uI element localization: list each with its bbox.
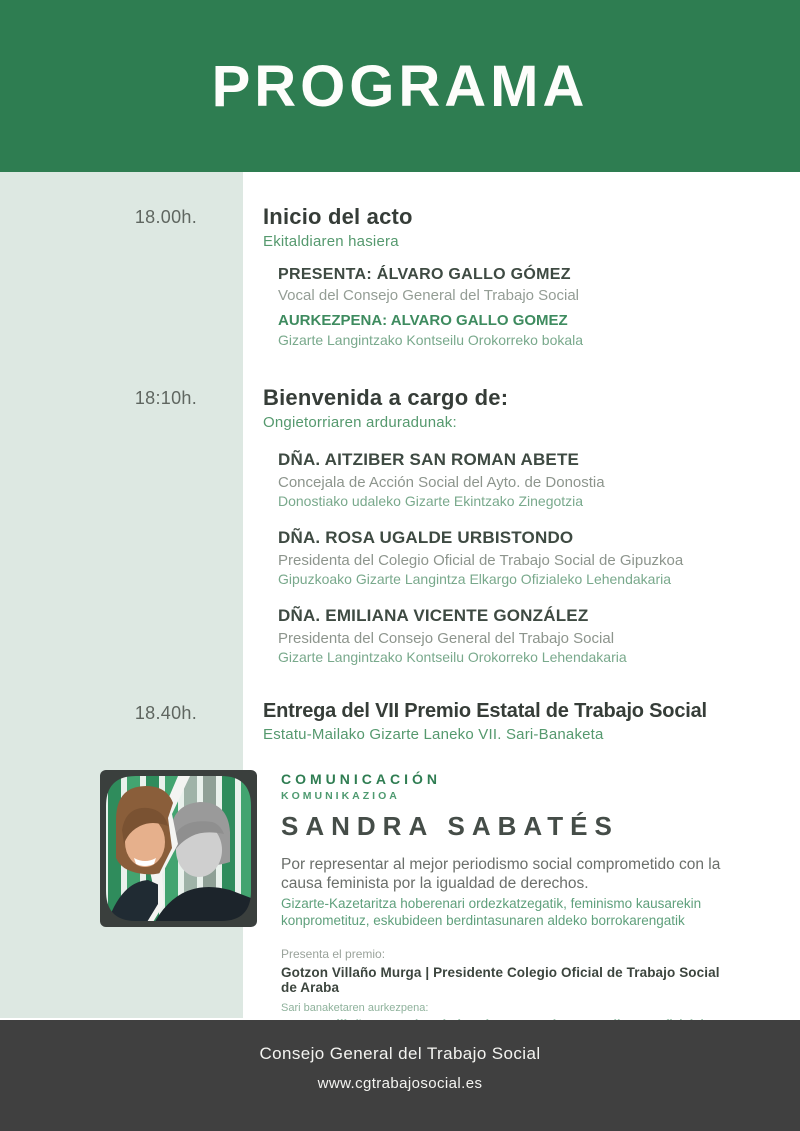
award-category-es: COMUNICACIÓN <box>281 771 441 787</box>
award-category-eu: KOMUNIKAZIOA <box>281 790 400 802</box>
section-title: Entrega del VII Premio Estatal de Trabajo Social <box>263 700 707 722</box>
award-text <box>281 770 729 1046</box>
award-citation-es: Por representar al mejor periodismo social comprometido con la causa feminista por la igualdad de derechos. <box>281 856 721 892</box>
award-presenter-es: Gotzon Villaño Murga | Presidente Colegio Oficial de Trabajo Social de Araba <box>281 964 720 995</box>
schedule <box>0 172 800 1046</box>
speaker-role-eu: Donostiako udaleko Gizarte Ekintzako Zinegotzia <box>278 493 584 509</box>
banner <box>0 0 800 172</box>
schedule-row-content <box>243 700 707 743</box>
speaker-role-es: Presidenta del Consejo General del Trabajo Social <box>278 630 615 647</box>
schedule-row-bienvenida <box>0 385 800 665</box>
footer-org-name: Consejo General del Trabajo Social <box>259 1044 541 1063</box>
section-title: Bienvenida a cargo de: <box>263 385 509 410</box>
section-subtitle-eu: Ongietorriaren arduradunak: <box>263 414 457 431</box>
page-title: PROGRAMA <box>211 53 589 119</box>
speaker-item <box>278 606 683 665</box>
schedule-row-premio <box>0 700 800 743</box>
speaker-role-es: Presidenta del Colegio Oficial de Trabajo Social de Gipuzkoa <box>278 552 684 569</box>
speaker-name: DÑA. ROSA UGALDE URBISTONDO <box>278 528 574 547</box>
speaker-role-eu: Gipuzkoako Gizarte Langintza Elkargo Ofizialeko Lehendakaria <box>278 571 672 587</box>
schedule-row-content <box>243 204 583 348</box>
award-block <box>0 770 800 1046</box>
presenter-entry <box>278 266 583 348</box>
section-subtitle-eu: Ekitaldiaren hasiera <box>263 233 399 250</box>
speaker-role-eu: Gizarte Langintzako Kontseilu Orokorreko Lehendakaria <box>278 649 627 665</box>
award-photo <box>100 770 257 927</box>
footer <box>0 1020 800 1131</box>
section-subtitle-eu: Estatu-Mailako Gizarte Laneko VII. Sari-Banaketa <box>263 726 604 743</box>
time-label: 18.40h. <box>134 703 197 723</box>
presenter-name-eu: AURKEZPENA: ALVARO GALLO GOMEZ <box>278 312 568 329</box>
speaker-role-es: Concejala de Acción Social del Ayto. de Donostia <box>278 474 605 491</box>
footer-website-url[interactable]: www.cgtrabajosocial.es <box>317 1075 483 1092</box>
time-label: 18:10h. <box>134 388 197 408</box>
presenter-role-eu: Gizarte Langintzako Kontseilu Orokorreko bokala <box>278 332 584 348</box>
speaker-item <box>278 450 683 509</box>
presenter-role-es: Vocal del Consejo General del Trabajo Social <box>278 287 580 304</box>
award-presenter-label-es: Presenta el premio: <box>281 946 386 961</box>
speaker-name: DÑA. AITZIBER SAN ROMAN ABETE <box>278 450 580 469</box>
schedule-row-inicio <box>0 204 800 348</box>
award-winner-name: SANDRA SABATÉS <box>281 811 619 841</box>
section-title: Inicio del acto <box>263 204 413 229</box>
award-presenter-label-eu: Sari banaketaren aurkezpena: <box>281 1001 429 1014</box>
award-citation-eu: Gizarte-Kazetaritza hoberenari ordezkatzegatik, feminismo kausarekin konprometituz, eskubideen berdintasunaren aldeko borrokarengatik <box>281 895 702 928</box>
presenter-name-es: PRESENTA: ÁLVARO GALLO GÓMEZ <box>278 266 571 283</box>
schedule-row-content <box>243 385 683 665</box>
speaker-name: DÑA. EMILIANA VICENTE GONZÁLEZ <box>278 606 589 625</box>
time-label: 18.00h. <box>134 207 197 227</box>
speaker-item <box>278 528 683 587</box>
